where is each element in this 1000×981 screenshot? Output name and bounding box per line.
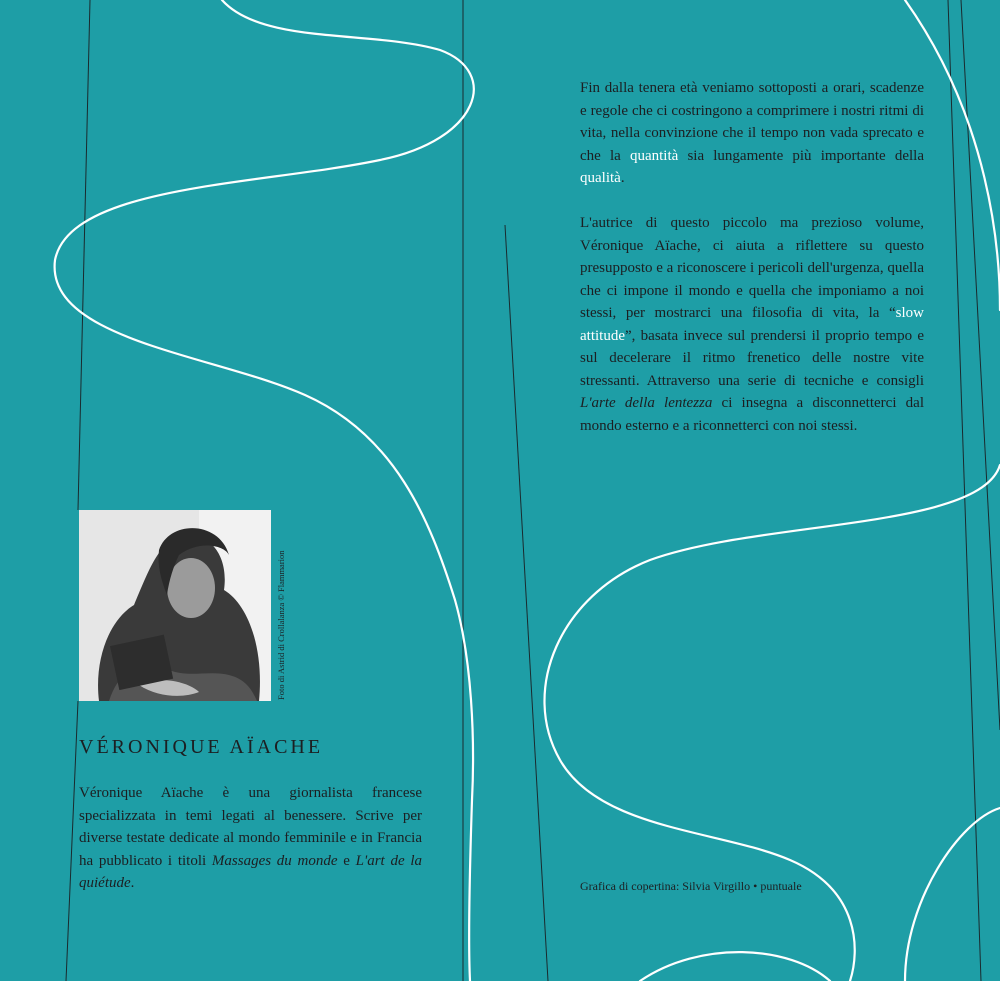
- bio-text: Véronique Aïache è una giornalista francese specializzata in temi legati al benessere. Scrive per diverse testate dedicate al mondo femminile e in Francia ha pubblicato i titoli: [79, 785, 422, 869]
- rule-line: [505, 225, 548, 981]
- blurb-text: ci insegna a disconnetterci dal mondo esterno e a riconnetterci con noi stessi.: [580, 395, 924, 434]
- book-title: L'art de la quiétude: [79, 852, 422, 891]
- curve-bottom-right: [905, 808, 1000, 981]
- author-photo: [79, 510, 271, 701]
- cover-design-credit: Grafica di copertina: Silvia Virgillo • puntuale: [580, 879, 802, 893]
- portrait-illustration: [79, 510, 271, 701]
- blurb-paragraph-2: [580, 212, 924, 437]
- author-bio: [79, 782, 422, 895]
- book-title: Massages du monde: [211, 852, 338, 869]
- rule-line: [961, 0, 1000, 730]
- blurb-text: .: [620, 170, 625, 186]
- highlight-quantita: quantità: [629, 147, 679, 164]
- blurb-text: Fin dalla tenera età veniamo sottoposti a orari, scadenze e regole che ci costringono a comprimere i nostri ritmi di vita, nella convinzione che il tempo non vada sprecato e che la: [580, 80, 924, 164]
- blurb-text: sia lungamente più importante della: [678, 147, 924, 164]
- author-name: VÉRONIQUE AÏACHE: [79, 736, 324, 758]
- highlight-slow-attitude: slow attitude: [580, 305, 924, 344]
- highlight-qualita: qualità: [580, 170, 621, 186]
- photo-credit: Foto di Astrid di Crollalanza © Flammarion: [276, 550, 286, 700]
- blurb-text: ”, basata invece sul prendersi il proprio tempo e sul decelerare il ritmo frenetico delle nostre vite stressanti. Attraverso una serie di tecniche e consigli: [580, 327, 924, 389]
- curve-bottom-arc: [640, 952, 830, 981]
- rule-line: [66, 701, 78, 981]
- rule-line: [78, 0, 90, 510]
- blurb-paragraph-1: [580, 77, 924, 190]
- bio-conjunction: e: [337, 852, 356, 869]
- blurb-text: L'autrice di questo piccolo ma prezioso volume, Véronique Aïache, ci aiuta a riflettere su questo presupposto e a riconoscere i pericoli dell'urgenza, quella che ci impone il mondo e quella che imponiamo a noi stessi, per mostrarci una filosofia di vita, la “: [580, 215, 924, 321]
- bio-end: .: [130, 875, 135, 891]
- book-title: L'arte della lentezza: [580, 395, 713, 411]
- back-cover-blurb: [580, 77, 924, 460]
